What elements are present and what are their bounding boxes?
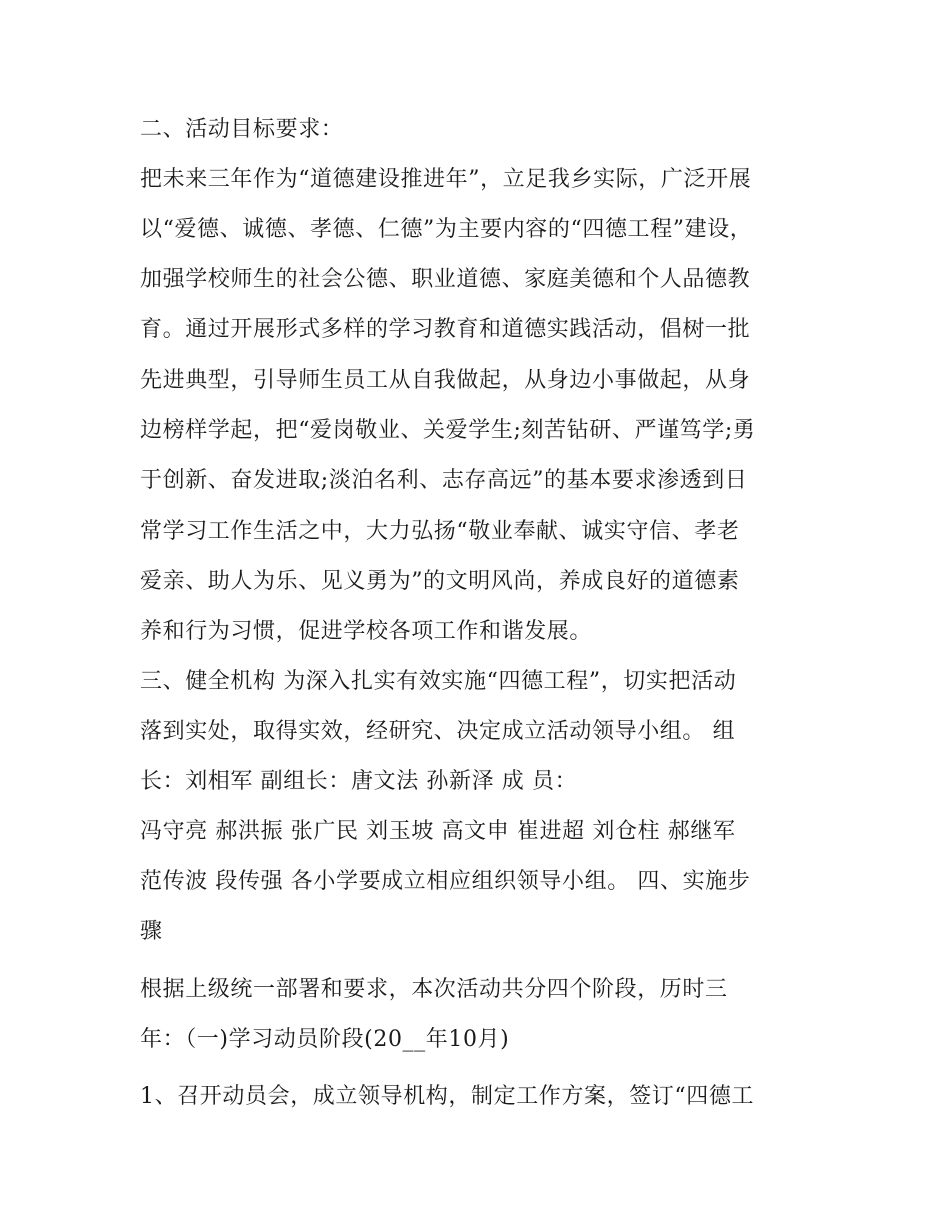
paragraph-line: 范传波 段传强 各小学要成立相应组织领导小组。 四、实施步 [140, 869, 751, 894]
paragraph-line: 边榜样学起，把“爱岗敬业、关爱学生;刻苦钻研、严谨笃学;勇 [140, 418, 756, 443]
section-heading-3: 三、健全机构 为深入扎实有效实施“四德工程”，切实把活动 [140, 669, 737, 694]
list-item-1: 1、召开动员会，成立领导机构，制定工作方案，签订“四德工 [140, 1084, 755, 1109]
paragraph-line: 常学习工作生活之中，大力弘扬“敬业奉献、诚实守信、孝老 [140, 519, 740, 544]
member-list-line: 冯守亮 郝洪振 张广民 刘玉坡 高文申 崔进超 刘仓柱 郝继军 [140, 819, 736, 844]
paragraph-line: 长：刘相军 副组长：唐文法 孙新泽 成 员： [140, 769, 578, 794]
paragraph-line: 养和行为习惯，促进学校各项工作和谐发展。 [140, 619, 593, 644]
paragraph-line: 爱亲、助人为乐、见义勇为”的文明风尚，养成良好的道德素 [140, 569, 740, 594]
paragraph-line: 把未来三年作为“道德建设推进年”，立足我乡实际，广泛开展 [140, 167, 752, 192]
paragraph-line: 年：（一)学习动员阶段(20__年10月) [140, 1027, 510, 1052]
paragraph-line: 根据上级统一部署和要求，本次活动共分四个阶段，历时三 [140, 977, 728, 1002]
paragraph-line: 于创新、奋发进取;淡泊名利、志存高远”的基本要求渗透到日 [140, 468, 748, 493]
paragraph-line: 先进典型，引导师生员工从自我做起，从身边小事做起，从身 [140, 368, 751, 393]
paragraph-line: 落到实处，取得实效，经研究、决定成立活动领导小组。 组 [140, 719, 736, 744]
section-heading-2: 二、活动目标要求： [140, 117, 344, 142]
paragraph-line: 骤 [140, 919, 163, 944]
paragraph-line: 加强学校师生的社会公德、职业道德、家庭美德和个人品德教 [140, 267, 751, 292]
paragraph-line: 以“爱德、诚德、孝德、仁德”为主要内容的“四德工程”建设， [140, 217, 753, 242]
paragraph-line: 育。通过开展形式多样的学习教育和道德实践活动，倡树一批 [140, 317, 751, 342]
